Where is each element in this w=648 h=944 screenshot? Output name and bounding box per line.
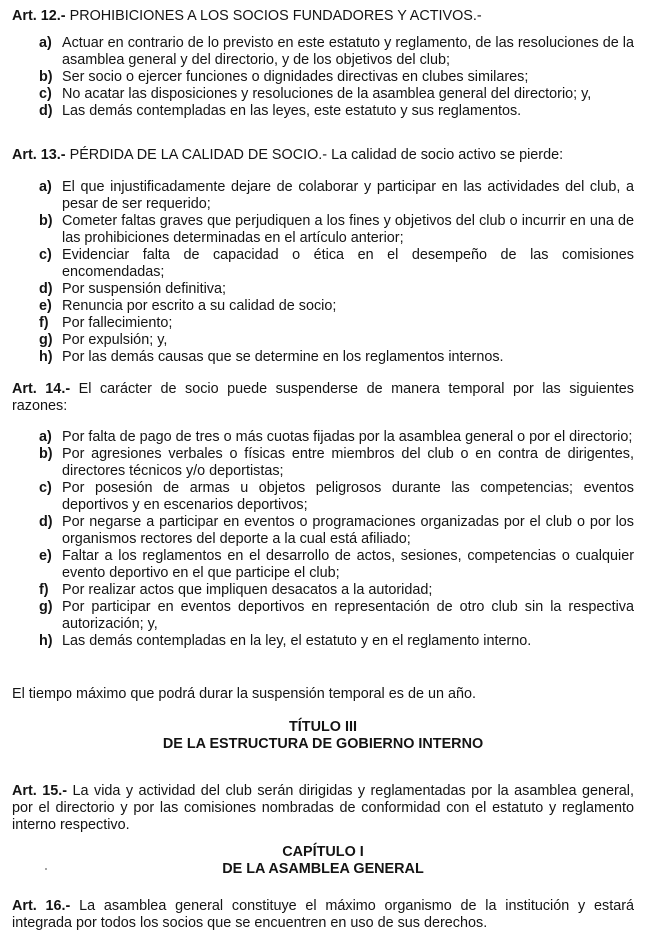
list-item: a) Actuar en contrario de lo previsto en este estatuto y reglamento, de las resoluciones de la asamblea general y del directorio, y de los objetivos del club; (39, 35, 634, 68)
list-item: d) Por suspensión definitiva; (39, 281, 226, 297)
article-14-intro: Art. 14.- El carácter de socio puede suspenderse de manera temporal por las siguientes razones: (12, 381, 634, 414)
capitulo-title: DE LA ASAMBLEA GENERAL (222, 861, 424, 877)
capitulo-number: CAPÍTULO I (282, 844, 364, 860)
list-item: g) Por expulsión; y, (39, 332, 168, 348)
list-item: f) Por realizar actos que impliquen desacatos a la autoridad; (39, 582, 433, 598)
list-item: h) Las demás contempladas en la ley, el estatuto y en el reglamento interno. (39, 633, 532, 649)
list-item: c) Evidenciar falta de capacidad o ética en el desempeño de las comisiones encomendadas; (39, 247, 634, 280)
titulo-number: TÍTULO III (289, 719, 357, 735)
list-item: b) Ser socio o ejercer funciones o dignidades directivas en clubes similares; (39, 69, 529, 85)
article-number: Art. 14.- (12, 381, 71, 397)
list-item: e) Faltar a los reglamentos en el desarrollo de actos, sesiones, competencias o cualquier evento deportivo en el que participe el club; (39, 548, 634, 581)
article-15: Art. 15.- La vida y actividad del club serán dirigidas y reglamentadas por la asamblea general, por el directorio y por las comisiones nombradas de conformidad con el estatuto y reglamento interno respectivo. (12, 783, 634, 833)
list-item: b) Por agresiones verbales o físicas entre miembros del club o en contra de dirigentes, directores técnicos y/o deportistas; (39, 446, 634, 479)
suspension-note: El tiempo máximo que podrá durar la suspensión temporal es de un año. (12, 686, 476, 702)
article-14 (12, 381, 634, 650)
list-item: c) Por posesión de armas u objetos peligrosos durante las competencias; eventos deportivos y en escenarios deportivos; (39, 480, 634, 513)
article-13-intro: Art. 13.- PÉRDIDA DE LA CALIDAD DE SOCIO.- La calidad de socio activo se pierde: (12, 147, 564, 163)
list-item: a) El que injustificadamente dejare de colaborar y participar en las actividades del club, a pesar de ser requerido; (39, 179, 634, 212)
list-item: h) Por las demás causas que se determine en los reglamentos internos. (39, 349, 504, 365)
article-title: PROHIBICIONES A LOS SOCIOS FUNDADORES Y ACTIVOS.- (69, 8, 482, 24)
article-14-list (12, 429, 634, 650)
article-number: Art. 16.- (12, 898, 71, 914)
list-item: d) Las demás contempladas en las leyes, este estatuto y sus reglamentos. (39, 103, 522, 119)
list-item: e) Renuncia por escrito a su calidad de socio; (39, 298, 337, 314)
titulo-iii-heading (12, 719, 634, 753)
article-16: Art. 16.- La asamblea general constituye el máximo organismo de la institución y estará integrada por todos los socios que se encuentren en uso de sus derechos. (12, 898, 634, 931)
article-number: Art. 13.- (12, 147, 66, 163)
list-item: f) Por fallecimiento; (39, 315, 173, 331)
titulo-title: DE LA ESTRUCTURA DE GOBIERNO INTERNO (162, 736, 484, 752)
list-item: g) Por participar en eventos deportivos en representación de otro club sin la respectiva autorización; y, (39, 599, 634, 632)
article-number: Art. 15.- (12, 783, 68, 799)
list-item: c) No acatar las disposiciones y resoluciones de la asamblea general del directorio; y, (39, 86, 592, 102)
list-item: b) Cometer faltas graves que perjudiquen a los fines y objetivos del club o incurrir en una de las prohibiciones determinadas en el artículo anterior; (39, 213, 634, 246)
article-12-list (12, 35, 634, 120)
article-12-heading (12, 8, 634, 25)
capitulo-i-heading (12, 844, 634, 878)
article-13 (12, 147, 634, 366)
list-item: d) Por negarse a participar en eventos o programaciones organizadas por el club o por los organismos rectores del deporte a la cual está afiliado; (39, 514, 634, 547)
list-item: a) Por falta de pago de tres o más cuotas fijadas por la asamblea general o por el directorio; (39, 429, 633, 445)
article-number: Art. 12.- (12, 8, 66, 24)
article-12 (12, 8, 634, 120)
scan-speck (45, 868, 47, 870)
article-13-list (12, 179, 634, 366)
